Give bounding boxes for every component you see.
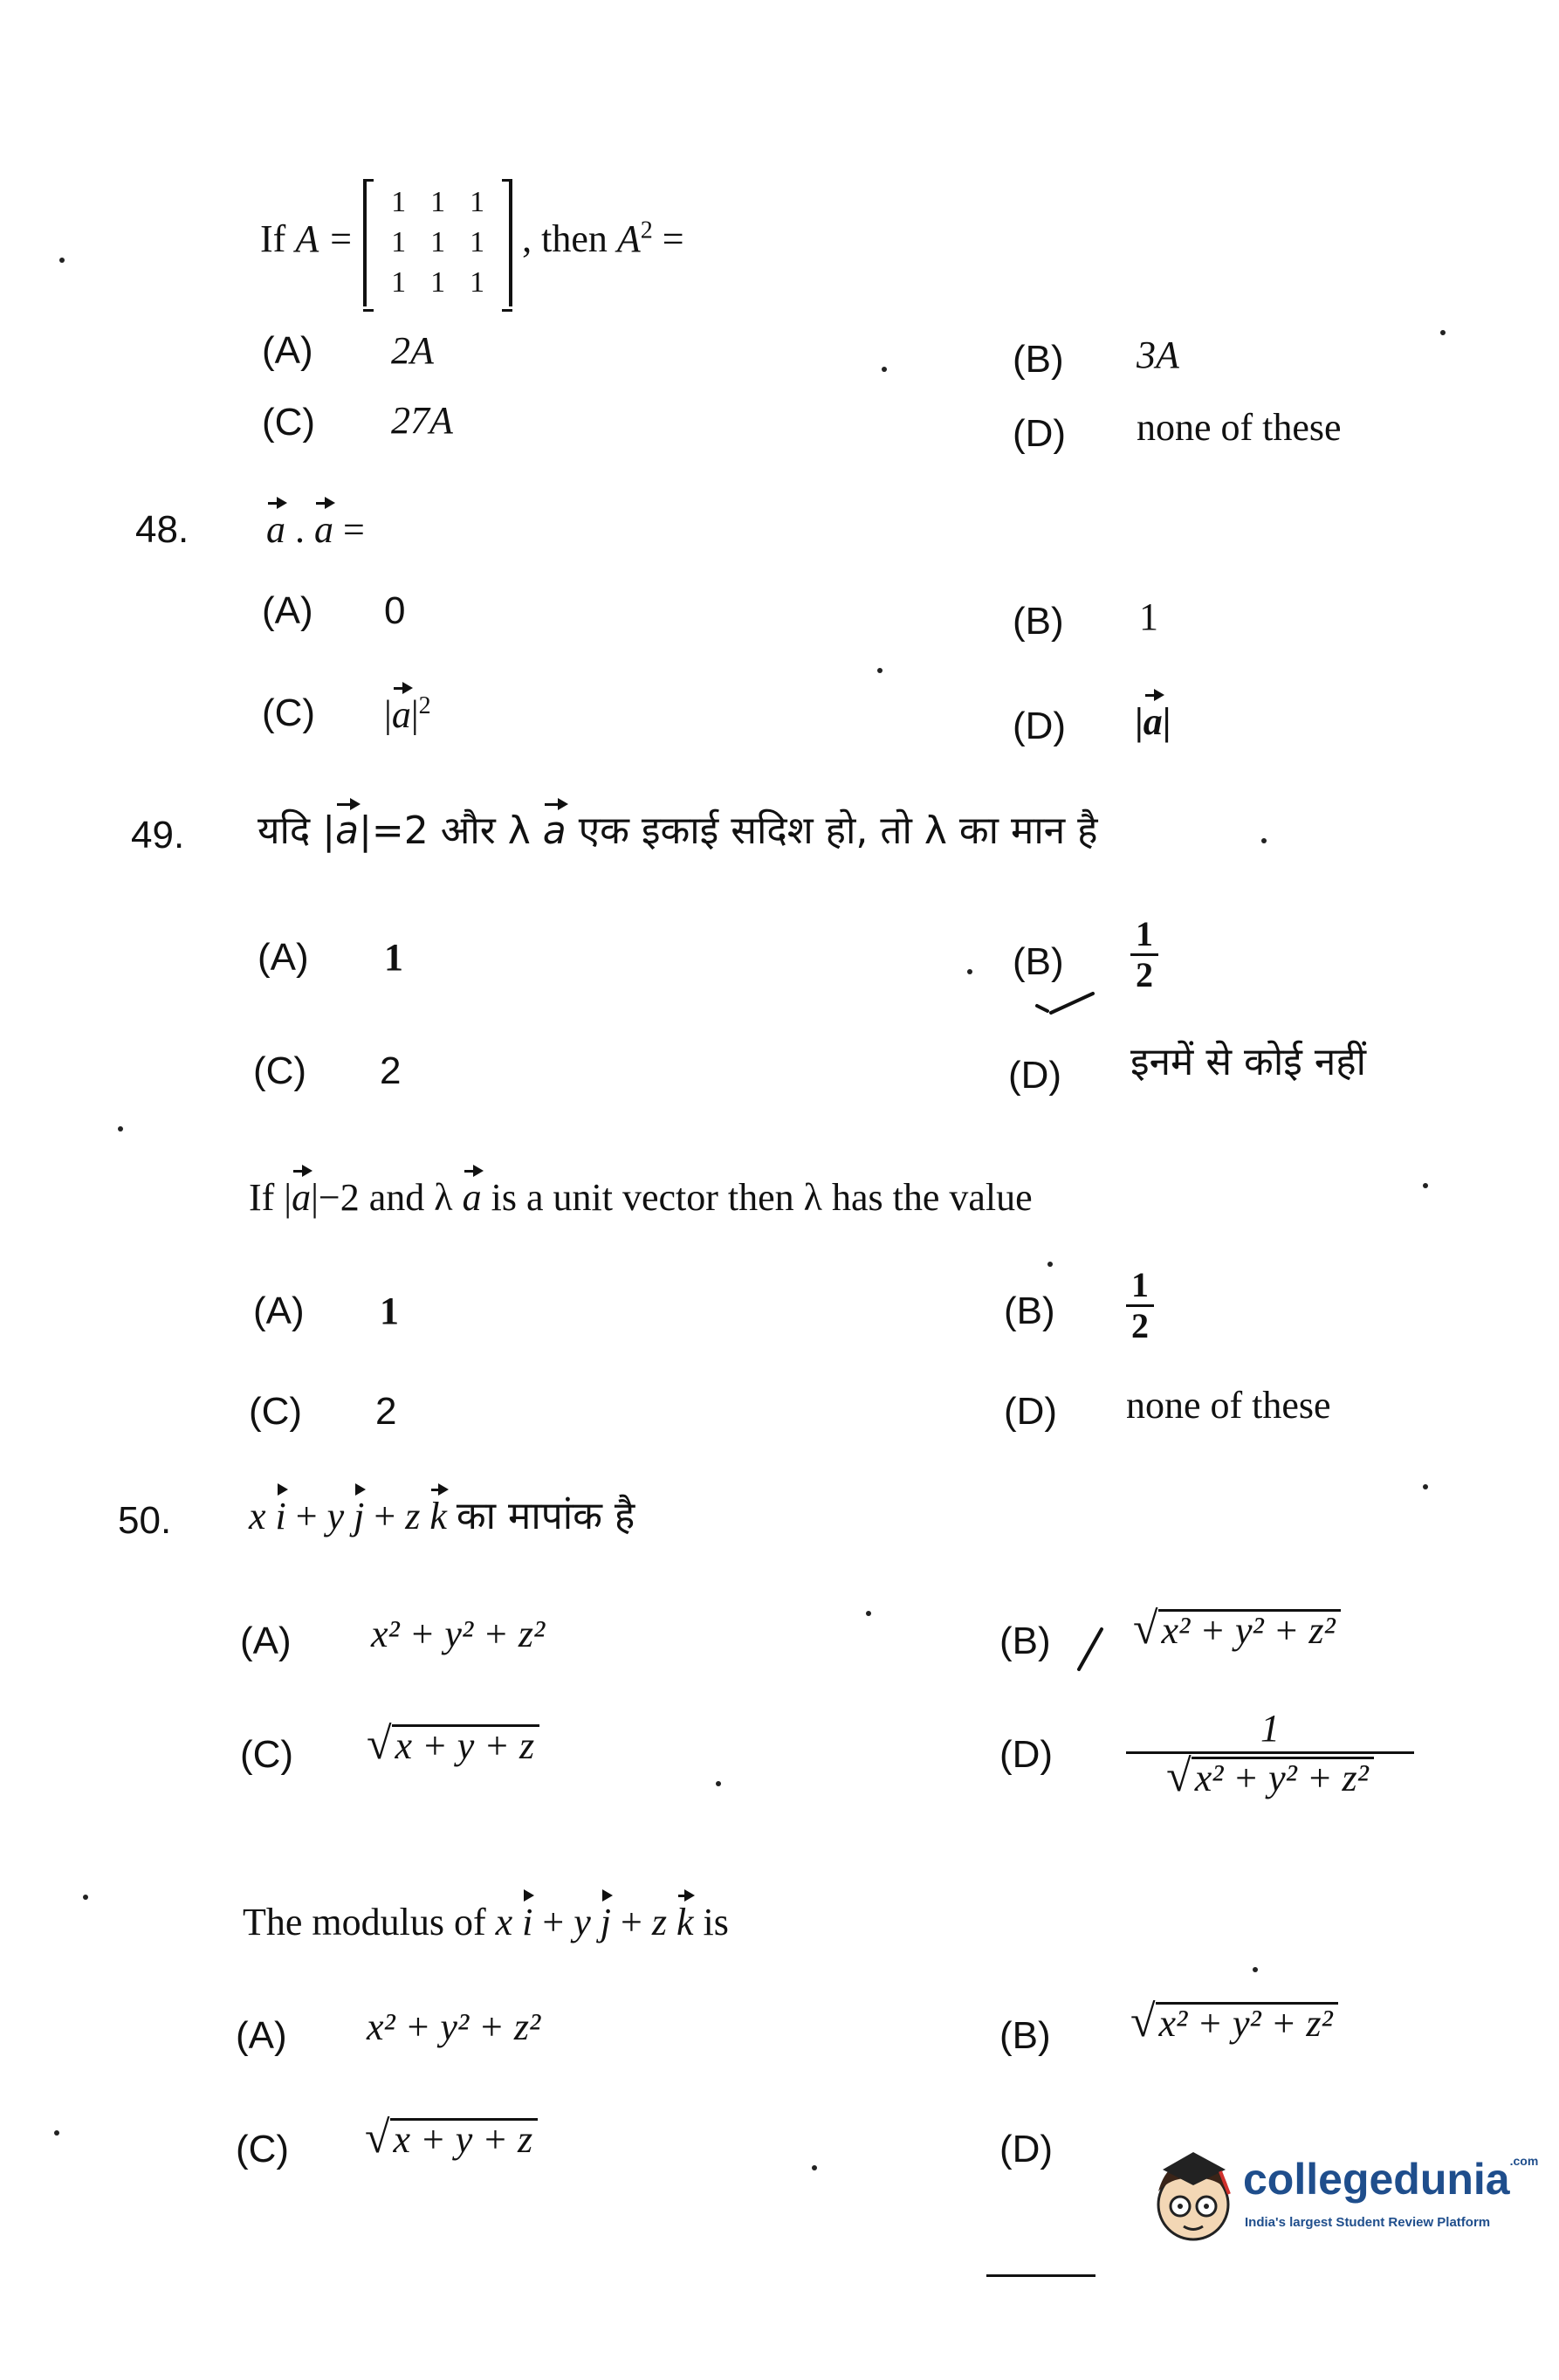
q50-hi-option-b-expr: √x² + y² + z² [1133,1606,1341,1652]
q50-en-option-b-label: (B) [999,2014,1051,2057]
q49-hi-option-a-value: 1 [384,936,403,979]
scan-dot [1423,1484,1428,1489]
q48-option-a-label: (A) [262,589,313,632]
q49-en-option-b-value: $\frac{1}{2}$ [1126,1268,1154,1344]
scan-dot [716,1781,721,1786]
q49-en-option-c-label: (C) [249,1390,303,1433]
q50-number: 50. [118,1499,172,1542]
q50-en-option-b-expr: √x² + y² + z² [1130,1999,1338,2045]
q49-hi-option-c-value: 2 [380,1049,402,1092]
q49-question-english: If |a|−2 and λ a is a unit vector then λ has the value [249,1176,1033,1219]
q50-hi-option-a-expr: x² + y² + z² [371,1613,546,1655]
q48-option-d-label: (D) [1013,705,1067,747]
q48-d-vec: a [1143,700,1163,743]
footer-divider [986,2274,1095,2277]
q49-en-option-d-label: (D) [1004,1390,1058,1433]
q49-hi-option-d-value: इनमें से कोई नहीं [1130,1040,1367,1084]
q50-en-option-a-label: (A) [236,2014,287,2057]
scan-dot [83,1895,88,1900]
q49-hi-option-b-label: (B) [1013,940,1064,983]
q47-lhs: A = [295,217,354,260]
q49-en-option-d-value: none of these [1126,1384,1331,1427]
q50-question-hindi: x i + y j + z k का मापांक है [249,1494,635,1538]
mascot-icon [1145,2143,1241,2248]
q47-option-d-label: (D) [1013,412,1067,455]
q48-number: 48. [135,508,189,551]
scan-dot [882,367,887,372]
scan-dot [866,1611,871,1616]
logo-name: collegedunia$^{.com}$ [1243,2154,1539,2204]
scan-dot [118,1126,123,1132]
scan-dot [59,258,65,263]
q49-en-option-a-label: (A) [253,1290,305,1332]
q47-sup: 2 [640,217,653,244]
scan-dot [967,969,972,974]
q50-hi-option-c-label: (C) [240,1733,294,1776]
q49-hi-option-a-label: (A) [258,936,309,979]
q48-c-vec: a [391,692,411,736]
q47-question [260,179,684,306]
q48-option-a-value: 0 [384,589,406,632]
q50-en-option-c-expr: √x + y + z [365,2115,538,2161]
q49-hi-option-b-value: $\frac{1}{2}$ [1130,917,1158,993]
scan-dot [1047,1262,1053,1267]
q50-hi-option-d-label: (D) [999,1733,1054,1776]
scan-dot [1440,330,1446,335]
slash-mark-icon [1072,1624,1107,1676]
q50-en-option-d-label: (D) [999,2128,1054,2170]
q50-hi-option-c-expr: √x + y + z [367,1722,539,1767]
q47-option-c-value: 27A [391,399,453,442]
q48-option-b-label: (B) [1013,600,1064,643]
scan-dot [877,668,883,673]
q47-option-b-value: 3A [1137,334,1179,376]
q48-option-c-label: (C) [262,691,316,734]
scan-dot [1253,1967,1258,1972]
collegedunia-logo [1145,2143,1539,2248]
q50-question-english: The modulus of x i + y j + z k is [243,1901,729,1943]
q47-option-a-label: (A) [262,329,313,372]
q49-en-option-a-value: 1 [380,1290,399,1332]
q48-question: a . a = [266,508,365,551]
q48-option-c-value: $|a|^2$ [384,692,431,736]
q47-option-c-label: (C) [262,401,316,444]
q47-matrix: 1 1 1 1 1 1 1 1 1 [363,179,512,306]
q50-en-option-c-label: (C) [236,2128,290,2170]
q49-en-option-b-label: (B) [1004,1290,1055,1332]
q47-eq: = [662,217,684,260]
check-mark-icon [1030,987,1100,1021]
q47-option-a-value: 2A [391,329,434,372]
q49-number: 49. [131,814,185,856]
q50-hi-option-d-expr: 1 √x² + y² + z² [1126,1709,1414,1799]
q47-tail: A [616,217,641,260]
scan-dot [812,2165,817,2170]
scan-dot [1261,838,1267,843]
scan-dot [54,2130,59,2136]
q50-hi-option-a-label: (A) [240,1620,292,1662]
q50-hi-option-b-label: (B) [999,1620,1051,1662]
q49-question-hindi: यदि |a|=2 और λ a एक इकाई सदिश हो, तो λ का मान है [258,808,1098,853]
q47-prefix: If [260,217,286,260]
q48-vec-a1: a [266,508,285,551]
q49-hi-option-d-label: (D) [1008,1054,1062,1097]
logo-tagline: India's largest Student Review Platform [1245,2215,1491,2230]
q49-en-option-c-value: 2 [375,1390,397,1433]
q48-option-d-value: |a| [1135,700,1171,743]
q47-option-d-value: none of these [1137,406,1342,449]
scan-dot [1423,1183,1428,1188]
q47-suffix: , then [522,217,608,260]
q50-en-option-a-expr: x² + y² + z² [367,2005,541,2048]
q48-vec-a2: a [314,508,333,551]
q47-option-b-label: (B) [1013,338,1064,381]
q48-option-b-value: 1 [1139,595,1158,638]
q49-hi-option-c-label: (C) [253,1049,307,1092]
